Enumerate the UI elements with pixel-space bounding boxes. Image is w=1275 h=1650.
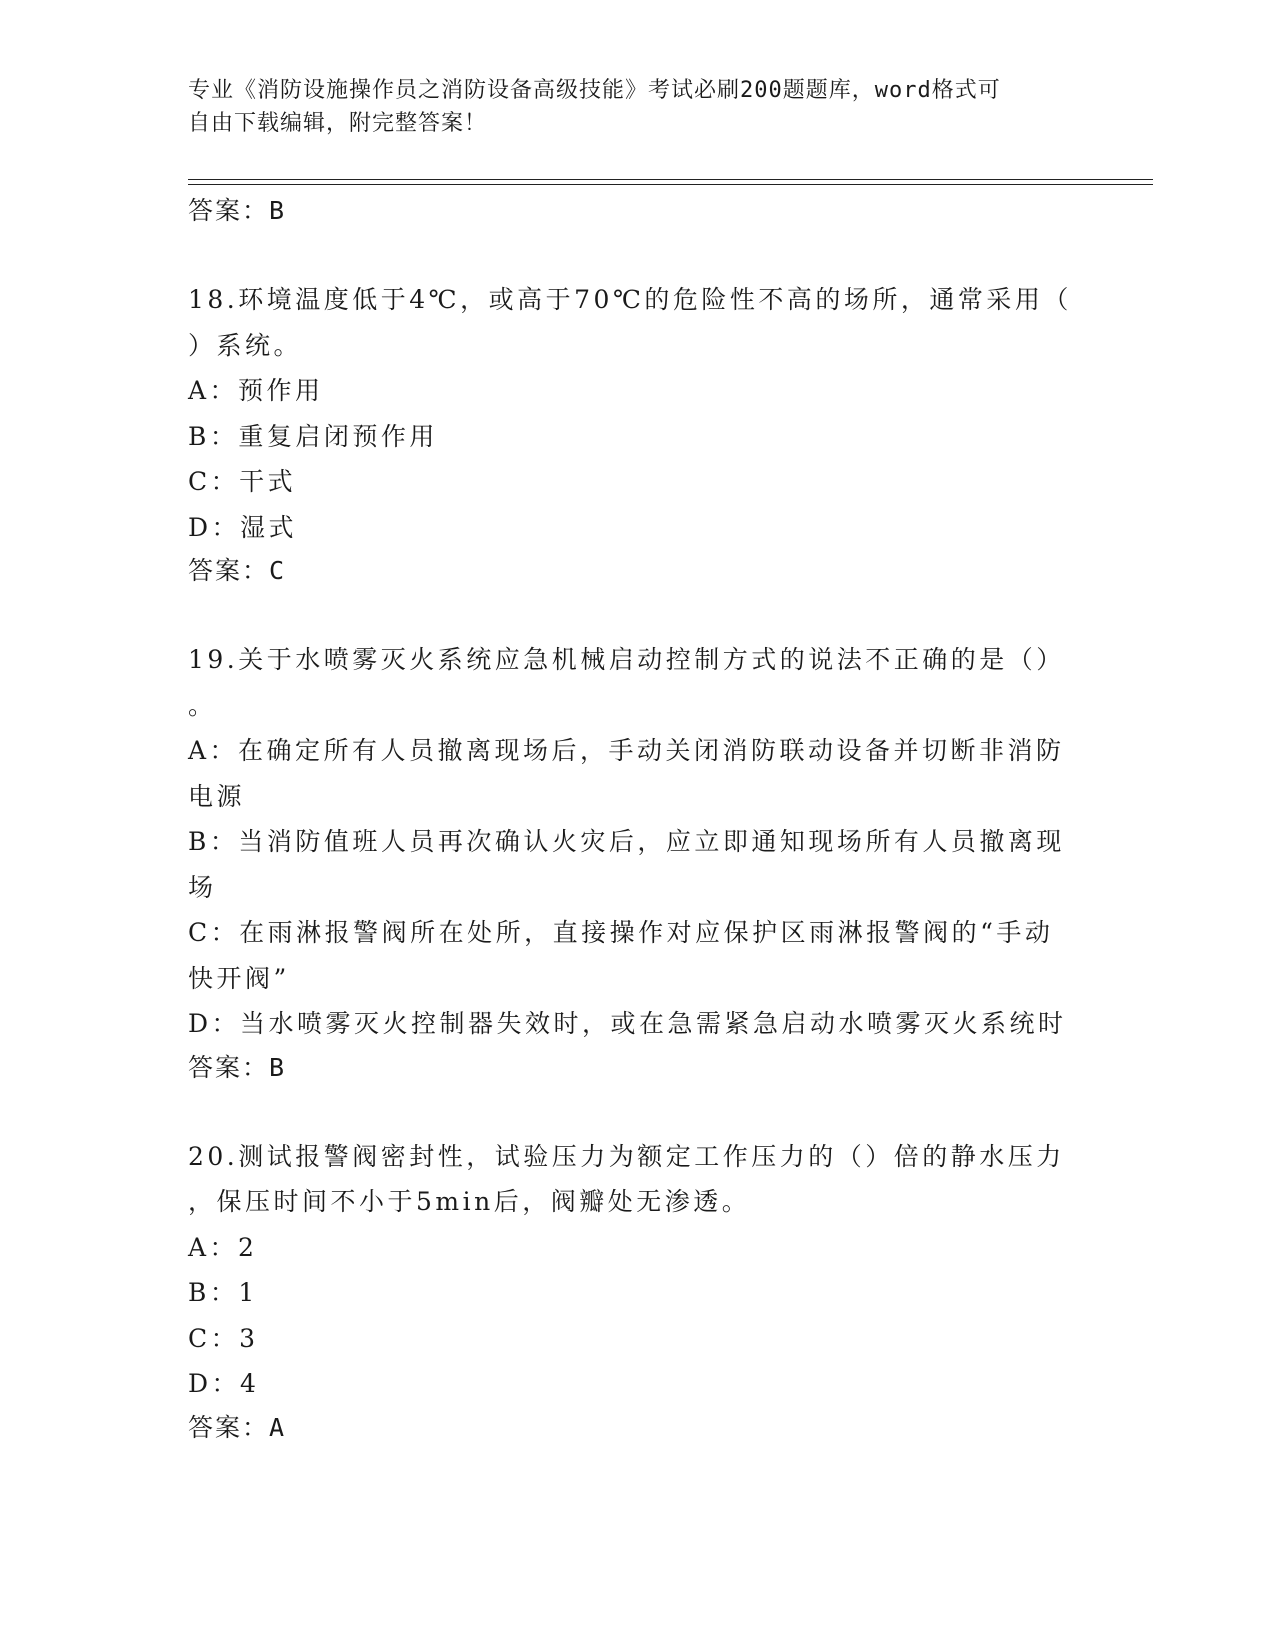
- question-gap: [188, 592, 1088, 637]
- answer-label: 答案：B: [188, 1052, 287, 1082]
- answer-label: 答案：A: [188, 1412, 287, 1442]
- question-content: [188, 190, 1088, 1449]
- header-line-1: 专业《消防设施操作员之消防设备高级技能》考试必刷200题题库，word格式可: [188, 78, 1001, 103]
- question-stem-line: 20.测试报警阀密封性，试验压力为额定工作压力的（）倍的静水压力: [188, 1141, 1065, 1171]
- option-b-continued: 场: [188, 872, 217, 902]
- question-20: [188, 1134, 1088, 1449]
- option-a: A：2: [188, 1232, 258, 1262]
- option-c: C：干式: [188, 467, 297, 496]
- option-a: A：在确定所有人员撤离现场后，手动关闭消防联动设备并切断非消防: [188, 736, 1065, 765]
- option-b: B：重复启闭预作用: [188, 421, 438, 451]
- question-stem-line: 18.环境温度低于4℃，或高于70℃的危险性不高的场所，通常采用（: [188, 285, 1072, 314]
- option-d: D：湿式: [188, 512, 298, 542]
- question-gap: [188, 232, 1088, 277]
- option-c-continued: 快开阀”: [188, 963, 290, 993]
- option-b: B：当消防值班人员再次确认火灾后，应立即通知现场所有人员撤离现: [188, 827, 1065, 856]
- question-stem-line: ，保压时间不小于5min后，阀瓣处无渗透。: [188, 1187, 751, 1216]
- header-line-2: 自由下载编辑，附完整答案！: [188, 111, 488, 136]
- question-stem-line: 。: [188, 690, 217, 720]
- header-divider-top: [188, 179, 1153, 180]
- document-header: [188, 74, 1068, 140]
- option-a: A：预作用: [188, 376, 324, 405]
- answer-label: 答案：C: [188, 556, 287, 585]
- question-stem-line: 19.关于水喷雾灭火系统应急机械启动控制方式的说法不正确的是（）: [188, 645, 1065, 674]
- option-d: D：4: [188, 1369, 260, 1398]
- previous-answer: 答案：B: [188, 196, 287, 225]
- question-18: [188, 277, 1088, 592]
- question-stem-line: ）系统。: [188, 330, 303, 360]
- option-a-continued: 电源: [188, 781, 246, 811]
- question-19: [188, 637, 1088, 1089]
- option-c: C：在雨淋报警阀所在处所，直接操作对应保护区雨淋报警阀的“手动: [188, 918, 1054, 947]
- option-b: B：1: [188, 1278, 258, 1307]
- option-c: C：3: [188, 1323, 259, 1353]
- question-gap: [188, 1089, 1088, 1134]
- option-d: D：当水喷雾灭火控制器失效时，或在急需紧急启动水喷雾灭火系统时: [188, 1009, 1067, 1038]
- header-divider-bottom: [188, 184, 1153, 185]
